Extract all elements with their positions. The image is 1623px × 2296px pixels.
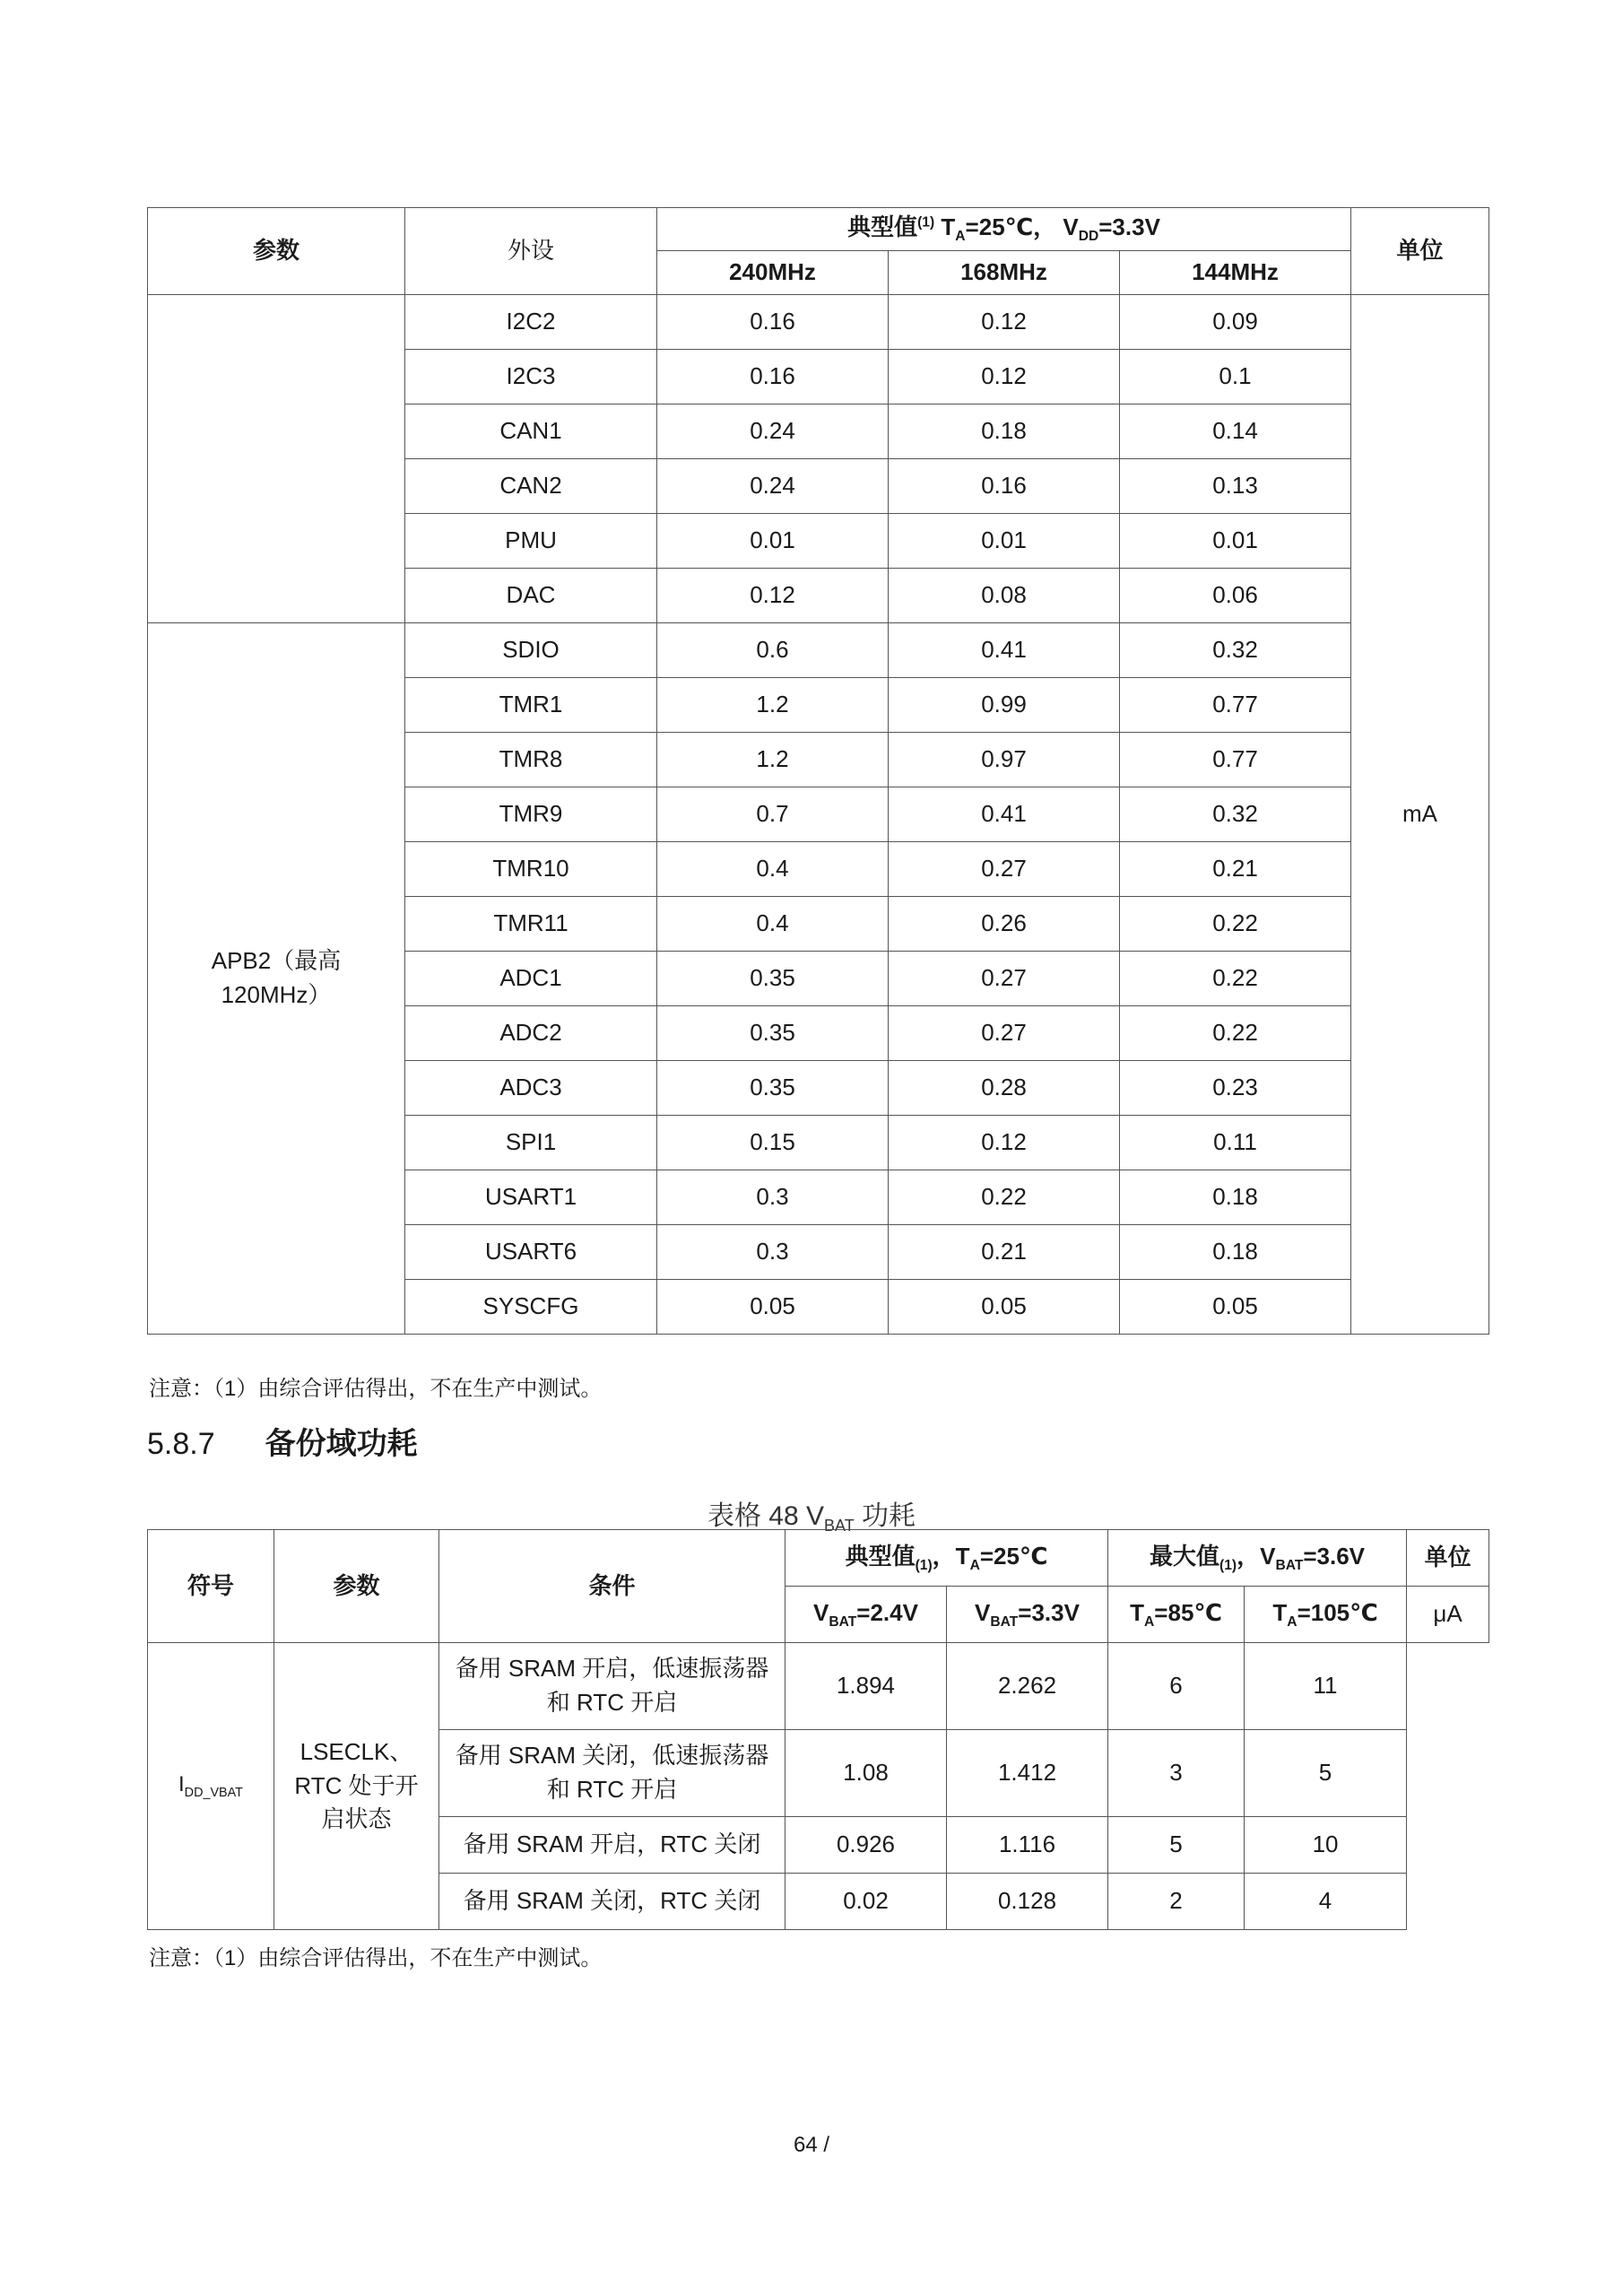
condition-cell: 备用 SRAM 关闭，RTC 关闭 (439, 1874, 785, 1930)
peripheral-name: ADC3 (405, 1061, 657, 1116)
typ-vbat-33: 0.128 (947, 1874, 1108, 1930)
value-144mhz: 0.05 (1120, 1280, 1351, 1335)
typ-vbat-24: 0.926 (785, 1817, 947, 1874)
table-row (148, 623, 1489, 678)
header-param: 参数 (148, 208, 405, 295)
peripheral-name: TMR9 (405, 787, 657, 842)
typ-vbat-33: 1.412 (947, 1730, 1108, 1817)
condition-cell: 备用 SRAM 关闭，低速振荡器和 RTC 开启 (439, 1730, 785, 1817)
value-144mhz: 0.21 (1120, 842, 1351, 897)
peripheral-name: TMR1 (405, 678, 657, 733)
group-cell-apb1 (148, 295, 405, 623)
header-freq-240: 240MHz (657, 251, 889, 295)
table-row (148, 1643, 1489, 1730)
max-ta-105: 10 (1245, 1817, 1407, 1874)
t2-header-symbol: 符号 (148, 1530, 274, 1643)
value-168mhz: 0.27 (889, 1006, 1120, 1061)
value-240mhz: 0.15 (657, 1116, 889, 1170)
section-number: 5.8.7 (147, 1427, 215, 1461)
value-240mhz: 0.35 (657, 1061, 889, 1116)
table2-note: 注意：（1）由综合评估得出，不在生产中测试。 (149, 1946, 603, 1970)
value-240mhz: 0.35 (657, 952, 889, 1006)
max-ta-85: 6 (1108, 1643, 1245, 1730)
value-240mhz: 0.3 (657, 1225, 889, 1280)
value-168mhz: 0.27 (889, 952, 1120, 1006)
t2-header-ta-85: $T_A=85℃$ (1108, 1587, 1245, 1643)
section-title: 备份域功耗 (265, 1427, 418, 1461)
header-peripheral: 外设 (405, 208, 657, 295)
peripheral-name: TMR8 (405, 733, 657, 787)
peripheral-current-table (147, 207, 1489, 1335)
value-240mhz: 1.2 (657, 678, 889, 733)
typ-vbat-24: 1.08 (785, 1730, 947, 1817)
value-168mhz: 0.18 (889, 404, 1120, 459)
value-144mhz: 0.11 (1120, 1116, 1351, 1170)
value-144mhz: 0.23 (1120, 1061, 1351, 1116)
value-144mhz: 0.01 (1120, 514, 1351, 569)
value-168mhz: 0.16 (889, 459, 1120, 514)
typ-vbat-33: 1.116 (947, 1817, 1108, 1874)
value-168mhz: 0.12 (889, 295, 1120, 350)
peripheral-name: I2C3 (405, 350, 657, 404)
value-144mhz: 0.06 (1120, 569, 1351, 623)
peripheral-name: CAN2 (405, 459, 657, 514)
value-240mhz: 0.3 (657, 1170, 889, 1225)
symbol-cell: $I_{DD\_VBAT}$ (148, 1643, 274, 1930)
value-240mhz: 0.7 (657, 787, 889, 842)
typ-vbat-33: 2.262 (947, 1643, 1108, 1730)
max-ta-105: 11 (1245, 1643, 1407, 1730)
value-168mhz: 0.97 (889, 733, 1120, 787)
t2-header-vbat-24: $V_{BAT}=2.4V$ (785, 1587, 947, 1643)
typ-vbat-24: 0.02 (785, 1874, 947, 1930)
value-240mhz: 0.16 (657, 350, 889, 404)
value-240mhz: 0.16 (657, 295, 889, 350)
peripheral-name: SDIO (405, 623, 657, 678)
value-144mhz: 0.09 (1120, 295, 1351, 350)
peripheral-name: SYSCFG (405, 1280, 657, 1335)
peripheral-name: ADC1 (405, 952, 657, 1006)
t2-header-max: 最大值$_{(1)}$，$V_{BAT}=3.6V$ (1108, 1530, 1407, 1587)
page-number: 64 / (793, 2133, 830, 2157)
max-ta-85: 3 (1108, 1730, 1245, 1817)
peripheral-name: TMR10 (405, 842, 657, 897)
value-240mhz: 0.24 (657, 404, 889, 459)
max-ta-85: 2 (1108, 1874, 1245, 1930)
peripheral-name: DAC (405, 569, 657, 623)
value-168mhz: 0.21 (889, 1225, 1120, 1280)
max-ta-105: 5 (1245, 1730, 1407, 1817)
value-168mhz: 0.27 (889, 842, 1120, 897)
condition-cell: 备用 SRAM 开启，RTC 关闭 (439, 1817, 785, 1874)
table1-body (148, 295, 1489, 1335)
t2-header-ta-105: $T_A=105℃$ (1245, 1587, 1407, 1643)
typ-vbat-24: 1.894 (785, 1643, 947, 1730)
t2-header-condition: 条件 (439, 1530, 785, 1643)
value-240mhz: 0.01 (657, 514, 889, 569)
section-heading (147, 1419, 418, 1463)
value-144mhz: 0.22 (1120, 952, 1351, 1006)
value-240mhz: 0.35 (657, 1006, 889, 1061)
value-144mhz: 0.77 (1120, 678, 1351, 733)
header-typical: 典型值$^{(1)}$ $T_A=25℃$， $V_{DD}=3.3V$ (657, 208, 1351, 251)
value-168mhz: 0.22 (889, 1170, 1120, 1225)
value-168mhz: 0.01 (889, 514, 1120, 569)
table-row (148, 295, 1489, 350)
peripheral-name: CAN1 (405, 404, 657, 459)
condition-cell: 备用 SRAM 开启，低速振荡器和 RTC 开启 (439, 1643, 785, 1730)
peripheral-name: USART6 (405, 1225, 657, 1280)
peripheral-name: USART1 (405, 1170, 657, 1225)
param-cell: LSECLK、RTC 处于开启状态 (274, 1643, 439, 1930)
value-144mhz: 0.13 (1120, 459, 1351, 514)
value-240mhz: 0.12 (657, 569, 889, 623)
t2-header-param: 参数 (274, 1530, 439, 1643)
peripheral-name: SPI1 (405, 1116, 657, 1170)
value-168mhz: 0.26 (889, 897, 1120, 952)
peripheral-name: I2C2 (405, 295, 657, 350)
value-240mhz: 0.4 (657, 897, 889, 952)
t2-header-typical: 典型值$_{(1)}$，$T_A=25℃$ (785, 1530, 1108, 1587)
value-168mhz: 0.99 (889, 678, 1120, 733)
t2-header-unit: 单位 (1407, 1530, 1489, 1587)
unit-cell: mA (1351, 295, 1489, 1335)
value-168mhz: 0.05 (889, 1280, 1120, 1335)
header-freq-168: 168MHz (889, 251, 1120, 295)
max-ta-105: 4 (1245, 1874, 1407, 1930)
value-144mhz: 0.77 (1120, 733, 1351, 787)
value-144mhz: 0.32 (1120, 623, 1351, 678)
value-144mhz: 0.1 (1120, 350, 1351, 404)
value-144mhz: 0.18 (1120, 1170, 1351, 1225)
value-144mhz: 0.14 (1120, 404, 1351, 459)
table2-body (148, 1643, 1489, 1930)
value-240mhz: 0.24 (657, 459, 889, 514)
value-144mhz: 0.22 (1120, 897, 1351, 952)
header-unit: 单位 (1351, 208, 1489, 295)
value-168mhz: 0.41 (889, 623, 1120, 678)
table-caption: 表格 48 $V_{BAT}$ 功耗 (707, 1501, 916, 1535)
peripheral-name: ADC2 (405, 1006, 657, 1061)
value-144mhz: 0.32 (1120, 787, 1351, 842)
t2-header-vbat-33: $V_{BAT}=3.3V$ (947, 1587, 1108, 1643)
t2-unit-cell: μA (1407, 1587, 1489, 1643)
value-168mhz: 0.08 (889, 569, 1120, 623)
value-144mhz: 0.22 (1120, 1006, 1351, 1061)
value-240mhz: 0.05 (657, 1280, 889, 1335)
value-240mhz: 1.2 (657, 733, 889, 787)
value-168mhz: 0.12 (889, 1116, 1120, 1170)
table1-note: 注意：（1）由综合评估得出，不在生产中测试。 (149, 1377, 603, 1401)
value-168mhz: 0.12 (889, 350, 1120, 404)
group-cell-apb2: APB2（最高120MHz） (148, 623, 405, 1335)
peripheral-name: TMR11 (405, 897, 657, 952)
value-168mhz: 0.28 (889, 1061, 1120, 1116)
vbat-power-table (147, 1529, 1489, 1930)
value-144mhz: 0.18 (1120, 1225, 1351, 1280)
value-168mhz: 0.41 (889, 787, 1120, 842)
max-ta-85: 5 (1108, 1817, 1245, 1874)
header-freq-144: 144MHz (1120, 251, 1351, 295)
value-240mhz: 0.4 (657, 842, 889, 897)
value-240mhz: 0.6 (657, 623, 889, 678)
peripheral-name: PMU (405, 514, 657, 569)
